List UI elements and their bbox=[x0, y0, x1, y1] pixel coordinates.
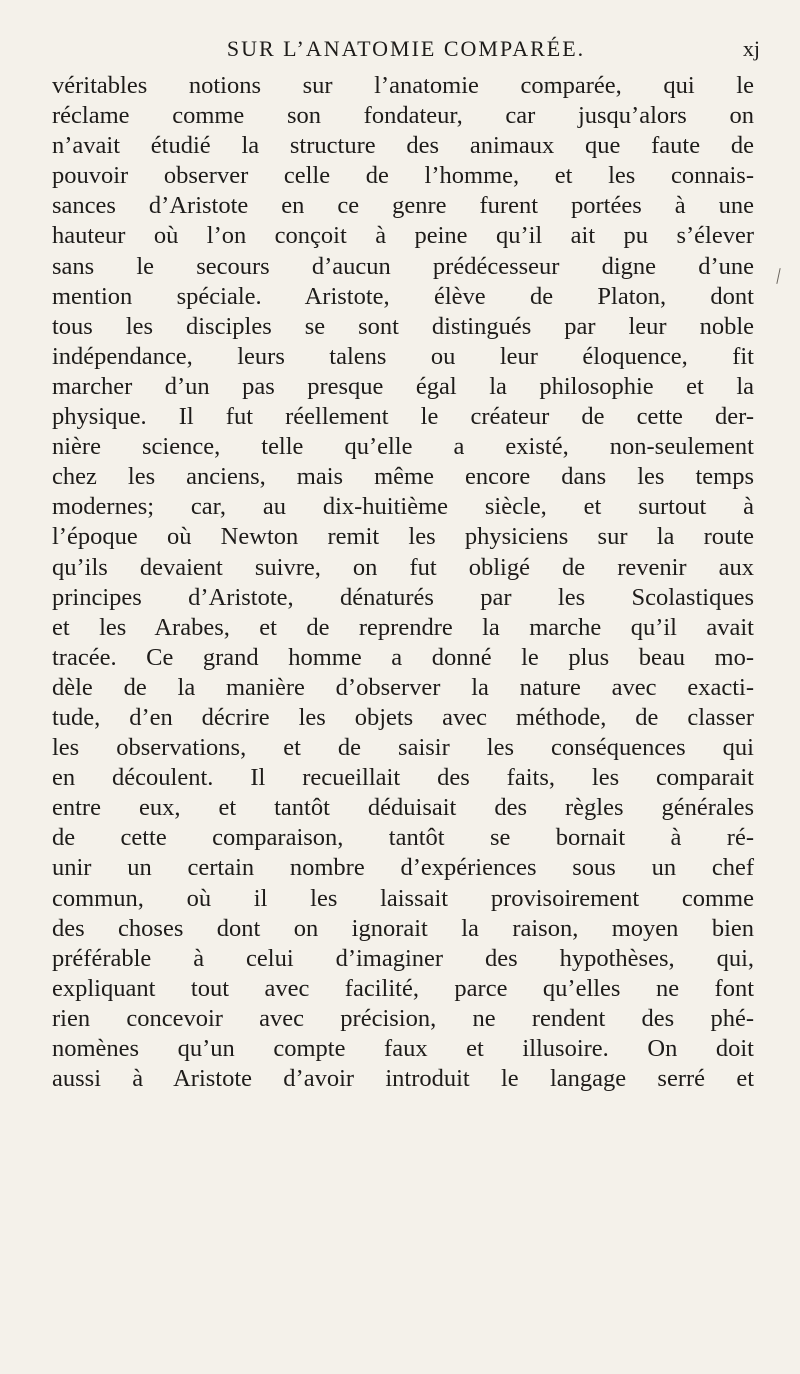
text-line: nière science, telle qu’elle a existé, non-seulement bbox=[52, 433, 754, 461]
text-line: entre eux, et tantôt déduisait des règles générales bbox=[52, 794, 754, 822]
text-line: et les Arabes, et de reprendre la marche qu’il avait bbox=[52, 613, 754, 641]
text-line: aussi à Aristote d’avoir introduit le langage serré et bbox=[52, 1065, 754, 1093]
text-line: modernes; car, au dix-huitième siècle, et surtout à bbox=[52, 493, 754, 521]
text-line: indépendance, leurs talens ou leur éloquence, fit bbox=[52, 342, 754, 370]
text-line: dèle de la manière d’observer la nature avec exacti- bbox=[52, 673, 754, 701]
body-text bbox=[52, 71, 754, 1094]
text-line: des choses dont on ignorait la raison, moyen bien bbox=[52, 914, 754, 942]
text-line: tracée. Ce grand homme a donné le plus beau mo- bbox=[52, 643, 754, 671]
margin-pencil-mark bbox=[776, 268, 780, 284]
text-line: hauteur où l’on conçoit à peine qu’il ait pu s’élever bbox=[52, 222, 754, 250]
text-line: véritables notions sur l’anatomie comparée, qui le bbox=[52, 72, 754, 99]
running-head bbox=[52, 34, 760, 64]
text-line: les observations, et de saisir les conséquences qui bbox=[52, 734, 754, 762]
text-line: n’avait étudié la structure des animaux que faute de bbox=[52, 132, 754, 160]
page-number: xj bbox=[742, 36, 760, 61]
text-line: qu’ils devaient suivre, on fut obligé de revenir aux bbox=[52, 553, 754, 581]
text-line: mention spéciale. Aristote, élève de Platon, dont bbox=[52, 282, 754, 310]
text-line: principes d’Aristote, dénaturés par les Scolastiques bbox=[52, 583, 754, 611]
text-line: physique. Il fut réellement le créateur de cette der- bbox=[52, 403, 754, 431]
text-line: marcher d’un pas presque égal la philosophie et la bbox=[52, 372, 754, 400]
text-line: tude, d’en décrire les objets avec méthode, de classer bbox=[52, 703, 754, 731]
text-line: commun, où il les laissait provisoirement comme bbox=[52, 884, 754, 912]
running-title: SUR L’ANATOMIE COMPARÉE. bbox=[226, 36, 586, 61]
text-line: pouvoir observer celle de l’homme, et les connais- bbox=[52, 162, 754, 190]
text-line: sances d’Aristote en ce genre furent portées à une bbox=[52, 192, 754, 220]
text-line: unir un certain nombre d’expériences sous un chef bbox=[52, 854, 754, 882]
text-line: sans le secours d’aucun prédécesseur digne d’une bbox=[52, 252, 754, 280]
text-line: tous les disciples se sont distingués par leur noble bbox=[52, 312, 754, 340]
text-line: en découlent. Il recueillait des faits, les comparait bbox=[52, 764, 754, 792]
text-line: chez les anciens, mais même encore dans les temps bbox=[52, 463, 754, 491]
text-line: l’époque où Newton remit les physiciens sur la route bbox=[52, 523, 754, 551]
text-line: préférable à celui d’imaginer des hypothèses, qui, bbox=[52, 944, 754, 972]
text-line: de cette comparaison, tantôt se bornait à ré- bbox=[52, 824, 754, 852]
text-line: expliquant tout avec facilité, parce qu’elles ne font bbox=[52, 974, 754, 1002]
text-line: rien concevoir avec précision, ne rendent des phé- bbox=[52, 1004, 754, 1032]
text-line: réclame comme son fondateur, car jusqu’alors on bbox=[52, 102, 754, 130]
text-line: nomènes qu’un compte faux et illusoire. On doit bbox=[52, 1035, 754, 1062]
